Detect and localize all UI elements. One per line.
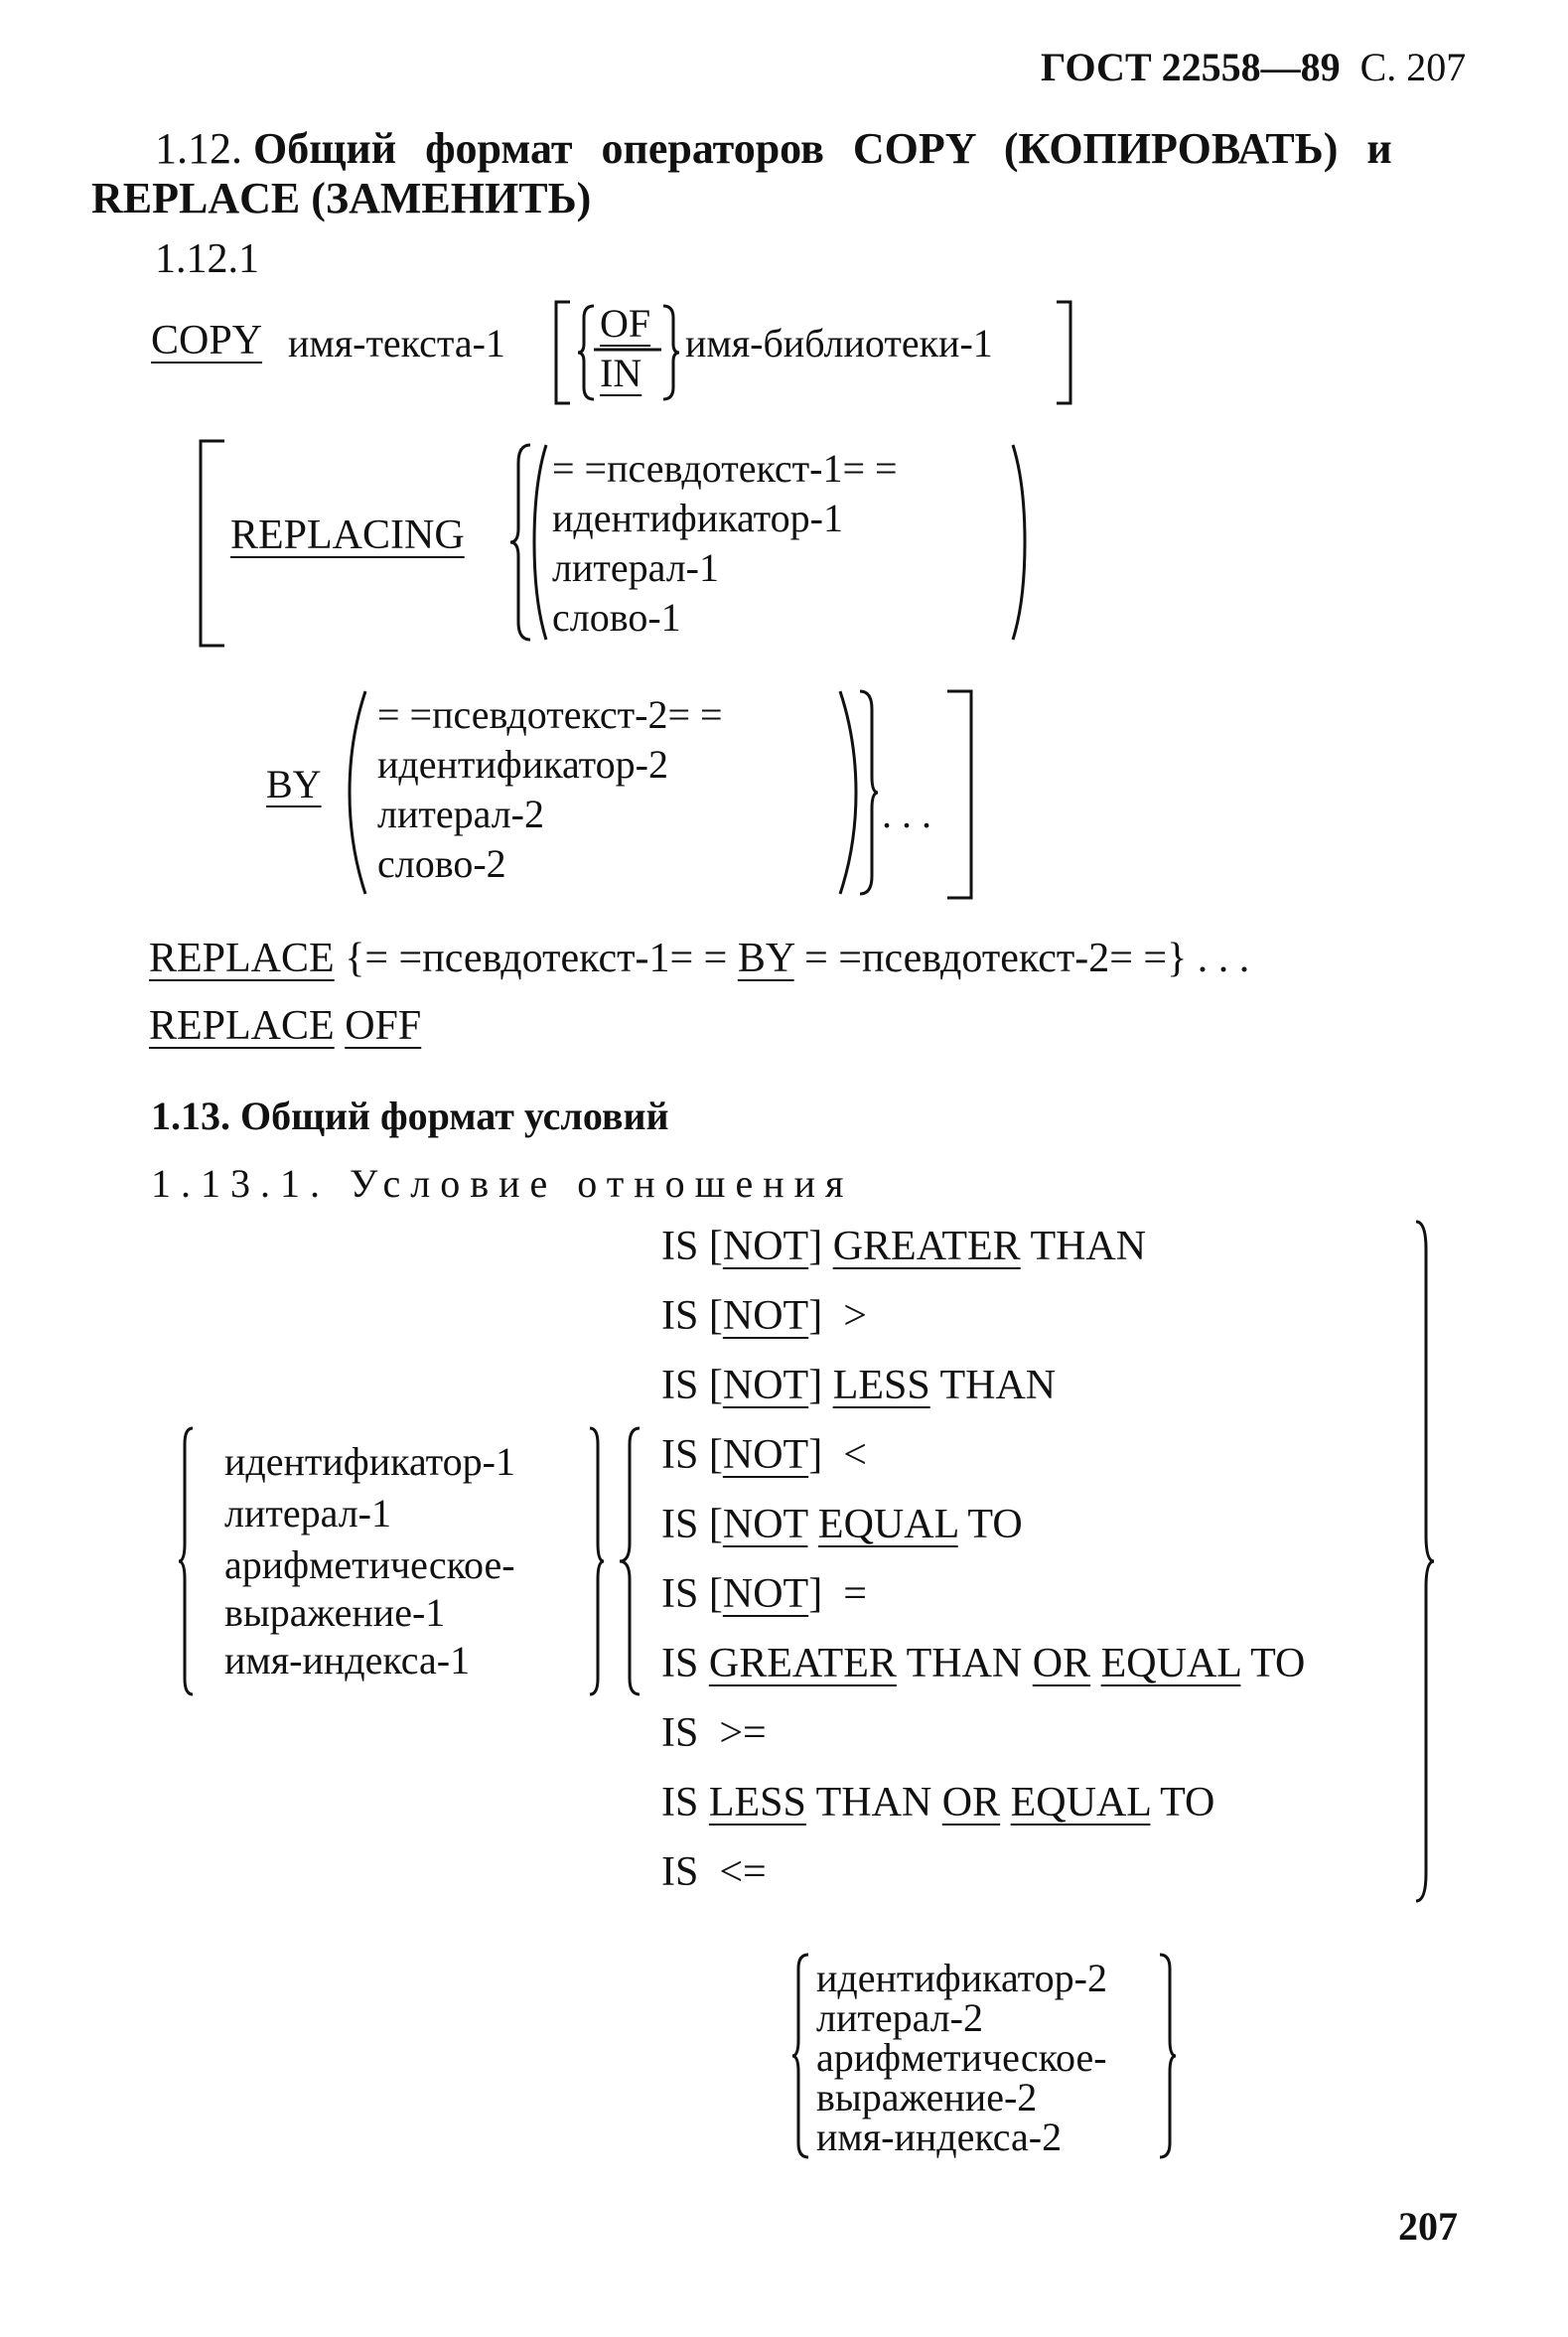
operator-greater-or-equal: IS GREATER THAN OR EQUAL TO [661, 1641, 1306, 1686]
replacing-bracket-close [943, 689, 977, 900]
operator-ge-symbol: IS >= [661, 1710, 767, 1756]
operator-brace-close [1412, 1220, 1438, 1905]
replacing-option: слово-1 [552, 595, 681, 640]
kw-in: IN [600, 351, 642, 395]
right-operand-option: литерал-2 [816, 1995, 983, 2040]
left-operand-option: идентификатор-1 [224, 1439, 515, 1484]
left-operand-option: арифметическое- [224, 1542, 515, 1587]
operator-equal-to: IS [NOT EQUAL TO [661, 1502, 1023, 1547]
kw-copy: COPY [151, 318, 263, 364]
gost-number: ГОСТ 22558—89 [1041, 45, 1341, 89]
repeat-ellipsis: . . . [882, 792, 931, 836]
kw-replacing: REPLACING [230, 512, 465, 558]
running-header [1041, 45, 1467, 89]
by-option: идентификатор-2 [377, 742, 668, 787]
section-1-12-heading-line1: 1.12. Общий формат операторов COPY (КОПИРОВАТЬ) и [155, 124, 1392, 173]
page-ref: С. 207 [1359, 45, 1467, 89]
section-1-13-heading: 1.13. Общий формат условий [151, 1094, 669, 1138]
left-operand-option: имя-индекса-1 [224, 1638, 471, 1682]
replacing-option: = =псевдотекст-1= = [552, 446, 898, 491]
kw-by: BY [266, 762, 322, 806]
choice-brace-close [661, 304, 681, 401]
operator-eq-symbol: IS [NOT] = [661, 1571, 867, 1617]
by-option: литерал-2 [377, 792, 544, 836]
pseudotext-1: = =псевдотекст-1= = [364, 936, 728, 981]
replacing-paren-open [530, 443, 548, 642]
library-name: имя-библиотеки-1 [685, 321, 993, 365]
right-operand-option: выражение-2 [816, 2075, 1038, 2119]
right-operand-option: имя-индекса-2 [816, 2115, 1063, 2159]
right-operand-brace-open [790, 1953, 812, 2161]
replace-off-statement [149, 1005, 421, 1047]
left-operand-option: литерал-1 [224, 1491, 391, 1535]
operator-le-symbol: IS <= [661, 1849, 767, 1895]
optional-bracket-open [552, 300, 572, 405]
replacing-option: литерал-1 [552, 545, 719, 590]
by-brace-close [856, 689, 880, 896]
by-option: = =псевдотекст-2= = [377, 692, 723, 737]
replacing-paren-close [1011, 443, 1029, 642]
subsection-1-12-1: 1.12.1 [155, 236, 259, 282]
replace-statement: REPLACE {= =псевдотекст-1= = BY = =псевдотекст-2= =} . . . [149, 936, 1250, 981]
operator-lt-symbol: IS [NOT] < [661, 1432, 867, 1478]
left-operand-option: выражение-1 [224, 1590, 446, 1635]
replacing-bracket-open [195, 439, 228, 648]
operator-less-or-equal: IS LESS THAN OR EQUAL TO [661, 1780, 1215, 1826]
kw-replace: REPLACE [149, 936, 335, 981]
page-number: 207 [1398, 2204, 1458, 2249]
kw-by: BY [737, 936, 794, 981]
optional-bracket-close [1055, 300, 1074, 405]
left-operand-brace-open [177, 1426, 197, 1696]
pseudotext-2: = =псевдотекст-2= = [804, 936, 1168, 981]
by-option: слово-2 [377, 841, 506, 886]
right-operand-option: идентификатор-2 [816, 1956, 1107, 2000]
by-paren-open [346, 689, 369, 896]
section-1-12-heading-line2: REPLACE (ЗАМЕНИТЬ) [91, 174, 592, 222]
kw-of: OF [600, 301, 651, 346]
kw-off: OFF [345, 1003, 422, 1049]
text-name: имя-текста-1 [288, 321, 505, 365]
operator-greater-than: IS [NOT] GREATER THAN [661, 1224, 1147, 1269]
replacing-option: идентификатор-1 [552, 496, 843, 540]
operator-less-than: IS [NOT] LESS THAN [661, 1363, 1057, 1408]
left-operand-brace-close [586, 1426, 606, 1696]
right-operand-option: арифметическое- [816, 2035, 1107, 2080]
right-operand-brace-close [1156, 1953, 1178, 2161]
kw-replace: REPLACE [149, 1003, 335, 1049]
operator-brace-open [618, 1426, 643, 1696]
subsection-1-13-1: 1.13.1. Условие отношения [151, 1161, 854, 1206]
choice-brace-open [576, 304, 596, 401]
operator-gt-symbol: IS [NOT] > [661, 1293, 867, 1339]
